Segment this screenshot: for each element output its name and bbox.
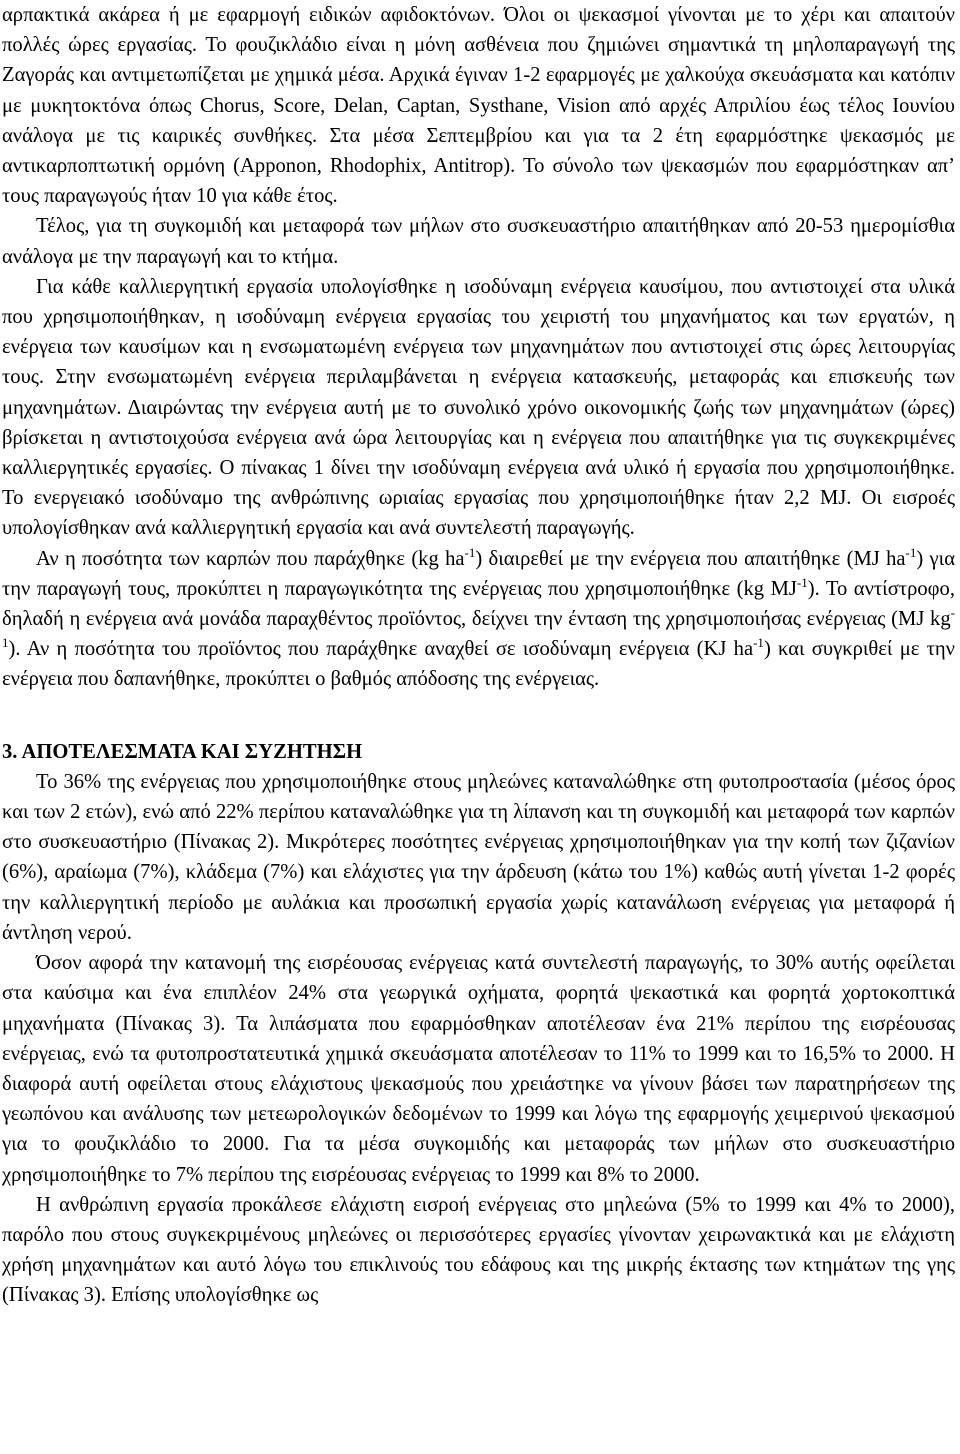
paragraph-harvest-transport: Τέλος, για τη συγκομιδή και μεταφορά των μήλων στο συσκευαστήριο απαιτήθηκαν από 20-53 ημερομίσθια ανάλογα με την παραγωγή και το κτήμα. bbox=[2, 215, 955, 268]
paragraph-energy-distribution: Το 36% της ενέργειας που χρησιμοποιήθηκε στους μηλεώνες καταναλώθηκε στη φυτοπροστασία (μέσος όρος και των 2 ετών), ενώ από 22% περίπου καταναλώθηκε για τη λίπανση και τη συγκομιδή και μεταφορά των καρπών στο συσκευαστήριο (Πίνακας 2). Μικρότερες ποσότητες ενέργειας χρησιμοποιήθηκαν για την κοπή των ζιζανίων (6%), αραίωμα (7%), κλάδεμα (7%) και ελάχιστες για την άρδευση (κάτω του 1%) καθώς αυτή γίνεται 1-2 φορές την καλλιεργητική περίοδο με αυλάκια και προσωπική εργασία χωρίς κατανάλωση ενέργειας για μεταφορά ή άντληση νερού. bbox=[2, 770, 955, 944]
paragraph-energy-productivity bbox=[2, 544, 955, 695]
paragraph-production-factors: Όσον αφορά την κατανομή της εισρέουσας ενέργειας κατά συντελεστή παραγωγής, το 30% αυτής οφείλεται στα καύσιμα και ένα επιπλέον 24% στα γεωργικά οχήματα, φορητά ψεκαστικά και φορητά χορτοκοπτικά μηχανήματα (Πίνακας 3). Τα λιπάσματα που εφαρμόσθηκαν αποτέλεσαν ένα 21% περίπου της εισρέουσας ενέργειας, ενώ τα φυτοπροστατευτικά χημικά σκευάσματα αποτέλεσαν το 11% το 1999 και το 16,5% το 2000. Η διαφορά αυτή οφείλεται στους ελάχιστους ψεκασμούς που χρειάστηκε να γίνουν βάσει των παρατηρήσεων της γεωπόνου και ανάλυσης των μετεωρολογικών δεδομένων το 1999 και λόγω της εφαρμογής χειμερινού ψεκασμού για το φουζικλάδιο το 2000. Για τα μέσα συγκομιδής και μεταφοράς των μήλων στο συσκευαστήριο χρησιμοποιήθηκε το 7% περίπου της εισρέουσας ενέργειας το 1999 και 8% το 2000. bbox=[2, 952, 955, 1186]
superscript: -1 bbox=[796, 575, 808, 590]
paragraph-fusicladium-spraying: αρπακτικά ακάρεα ή με εφαρμογή ειδικών αφιδοκτόνων. Όλοι οι ψεκασμοί γίνονται με το χέρι και απαιτούν πολλές ώρες εργασίας. Το φουζικλάδιο είναι η μόνη ασθένεια που ζημιώνει σημαντικά τη μηλοπαραγωγή της Ζαγοράς και αντιμετωπίζεται με χημικά μέσα. Αρχικά έγιναν 1-2 εφαρμογές με χαλκούχα σκευάσματα και κατόπιν με μυκητοκτόνα όπως Chorus, Score, Delan, Captan, Systhane, Vision από αρχές Απριλίου έως τέλος Ιουνίου ανάλογα με τις καιρικές συνθήκες. Στα μέσα Σεπτεμβρίου και για τα 2 έτη εφαρμόστηκε ψεκασμός με αντικαρποπτωτική ορμόνη (Apponon, Rhodophix, Antitrop). Το σύνολο των ψεκασμών που εφαρμόστηκαν απ’ τους παραγωγούς ήταν 10 για κάθε έτος. bbox=[2, 4, 955, 208]
section-spacer bbox=[2, 695, 955, 737]
paragraph-human-labour: Η ανθρώπινη εργασία προκάλεσε ελάχιστη εισροή ενέργειας στο μηλεώνα (5% το 1999 και 4% το 2000), παρόλο που στους συγκεκριμένους μηλεώνες οι περισσότερες εργασίες γίνονταν χειρωνακτικά και με ελάχιστη χρήση μηχανημάτων και αυτό λόγω του επικλινούς του εδάφους και της μικρής έκτασης των κτημάτων της γης (Πίνακας 3). Επίσης υπολογίσθηκε ως bbox=[2, 1193, 955, 1307]
superscript: -1 bbox=[753, 635, 764, 651]
superscript: -1 bbox=[905, 544, 917, 560]
section-heading-results: 3. ΑΠΟΤΕΛΕΣΜΑΤΑ ΚΑΙ ΣΥΖΗΤΗΣΗ bbox=[2, 740, 363, 763]
superscript: -1 bbox=[464, 544, 476, 560]
superscript: -1 bbox=[2, 605, 955, 651]
text-span: ) και συγκριθεί με την ενέργεια που δαπανήθηκε, προκύπτει ο βαθμός απόδοσης της ενέργειας. bbox=[2, 638, 955, 691]
paragraph-energy-calculation: Για κάθε καλλιεργητική εργασία υπολογίσθηκε η ισοδύναμη ενέργεια καυσίμου, που αντιστοιχεί στα υλικά που χρησιμοποιήθηκαν, η ισοδύναμη ενέργεια εργασίας του χειριστή του μηχανήματος και των εργατών, η ενέργεια των καυσίμων και η ενσωματωμένη ενέργεια των μηχανημάτων που αντιστοιχεί στις ώρες λειτουργίας τους. Στην ενσωματωμένη ενέργεια περιλαμβάνεται η ενέργεια κατασκευής, μεταφοράς και επισκευής των μηχανημάτων. Διαιρώντας την ενέργεια αυτή με το συνολικό χρόνο οικονομικής ζωής των μηχανημάτων (ώρες) βρίσκεται η αντιστοιχούσα ενέργεια ανά ώρα λειτουργίας και η ενέργεια που απαιτήθηκε για τις συγκεκριμένες καλλιεργητικές εργασίες. Ο πίνακας 1 δίνει την ισοδύναμη ενέργεια ανά υλικό ή εργασία που χρησιμοποιήθηκε. Το ενεργειακό ισοδύναμο της ανθρώπινης ωριαίας εργασίας που χρησιμοποιήθηκε ήταν 2,2 MJ. Οι εισροές υπολογίσθηκαν ανά καλλιεργητική εργασία και ανά συντελεστή παραγωγής. bbox=[2, 275, 955, 540]
text-span: ). Αν η ποσότητα του προϊόντος που παράχθηκε αναχθεί σε ισοδύναμη ενέργεια (KJ ha bbox=[8, 638, 754, 661]
text-span: ) για την παραγωγή τους, προκύπτει η παραγωγικότητα της ενέργειας που χρησιμοποιήθηκε (kg MJ bbox=[2, 547, 955, 600]
text-span: ). Το αντίστροφο, δηλαδή η ενέργεια ανά μονάδα παραχθέντος προϊόντος, δείχνει την ένταση της χρησιμοποιήσας ενέργειας (MJ kg bbox=[2, 577, 955, 631]
text-span: ) διαιρεθεί με την ενέργεια που απαιτήθηκε (MJ ha bbox=[475, 547, 906, 570]
text-span: Αν η ποσότητα των καρπών που παράχθηκε (kg ha bbox=[36, 547, 465, 570]
